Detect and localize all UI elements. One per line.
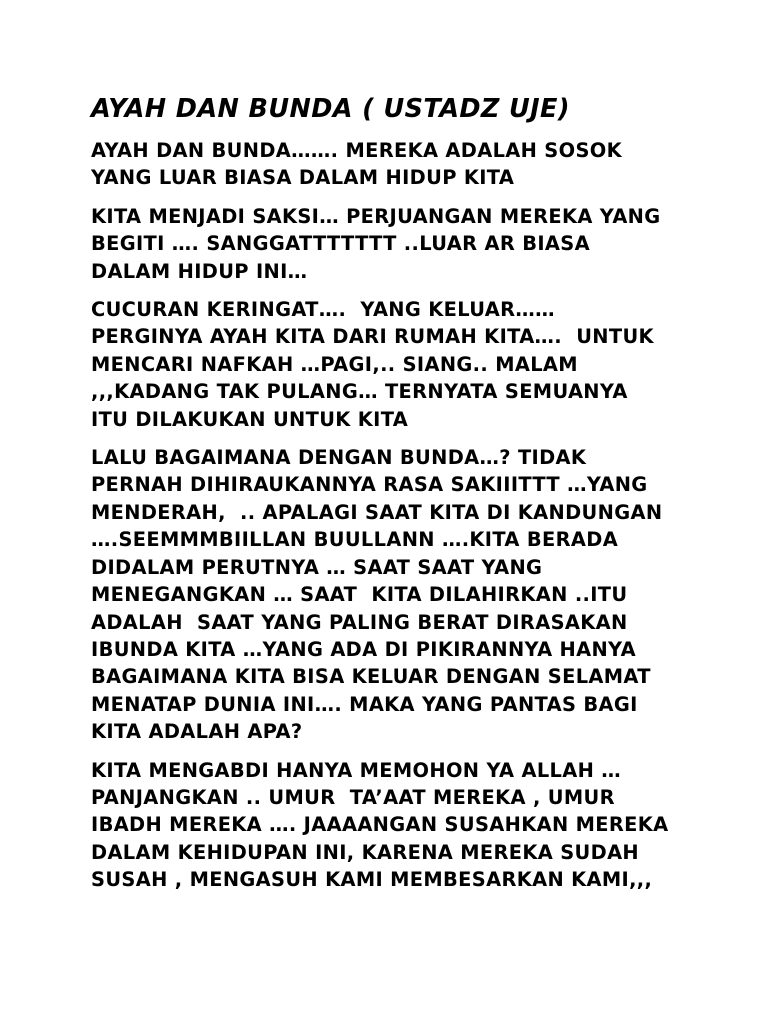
text-line: MENEGANGKAN … SAAT KITA DILAHIRKAN ..ITU <box>91 583 628 607</box>
text-line: LALU BAGAIMANA DENGAN BUNDA…? TIDAK <box>91 446 587 470</box>
text-line: ,,,KADANG TAK PULANG… TERNYATA SEMUANYA <box>91 380 628 404</box>
text-line: DALAM HIDUP INI… <box>91 259 308 283</box>
text-line: KITA ADALAH APA? <box>91 720 303 744</box>
text-line: MENDERAH, .. APALAGI SAAT KITA DI KANDUNGAN <box>91 500 663 524</box>
paragraph <box>91 296 691 433</box>
text-line: IBADH MEREKA …. JAAAANGAN SUSAHKAN MEREKA <box>91 813 669 837</box>
text-line: PERNAH DIHIRAUKANNYA RASA SAKIIITTT …YANG <box>91 473 648 497</box>
text-line: MENATAP DUNIA INI…. MAKA YANG PANTAS BAGI <box>91 692 638 716</box>
text-line: KITA MENJADI SAKSI… PERJUANGAN MEREKA YANG <box>91 204 661 228</box>
text-line: DIDALAM PERUTNYA … SAAT SAAT YANG <box>91 555 543 579</box>
text-line: IBUNDA KITA …YANG ADA DI PIKIRANNYA HANYA <box>91 637 636 661</box>
text-line: BEGITI …. SANGGATTTTTTT ..LUAR AR BIASA <box>91 232 590 256</box>
paragraph <box>91 444 691 745</box>
text-line: AYAH DAN BUNDA……. MEREKA ADALAH SOSOK <box>91 139 622 162</box>
paragraph <box>91 757 691 894</box>
document-title: AYAH DAN BUNDA ( USTADZ UJE) <box>91 94 570 124</box>
paragraph <box>91 203 691 285</box>
text-line: KITA MENGABDI HANYA MEMOHON YA ALLAH … <box>91 758 622 782</box>
text-line: ITU DILAKUKAN UNTUK KITA <box>91 407 409 431</box>
text-line: SUSAH , MENGASUH KAMI MEMBESARKAN KAMI,,, <box>91 868 653 892</box>
text-line: PANJANGKAN .. UMUR TA’AAT MEREKA , UMUR <box>91 785 615 809</box>
text-line: PERGINYA AYAH KITA DARI RUMAH KITA…. UNTUK <box>91 325 654 349</box>
text-line: CUCURAN KERINGAT…. YANG KELUAR…… <box>91 298 555 322</box>
text-line: BAGAIMANA KITA BISA KELUAR DENGAN SELAMAT <box>91 665 651 689</box>
paragraph <box>91 137 691 192</box>
text-line: ADALAH SAAT YANG PALING BERAT DIRASAKAN <box>91 610 628 634</box>
text-line: YANG LUAR BIASA DALAM HIDUP KITA <box>91 166 515 190</box>
text-line: MENCARI NAFKAH …PAGI,.. SIANG.. MALAM <box>91 352 578 376</box>
text-line: DALAM KEHIDUPAN INI, KARENA MEREKA SUDAH <box>91 840 639 864</box>
document-body <box>91 92 691 905</box>
text-line: ….SEEMMMBIILLAN BUULLANN ….KITA BERADA <box>91 528 619 552</box>
